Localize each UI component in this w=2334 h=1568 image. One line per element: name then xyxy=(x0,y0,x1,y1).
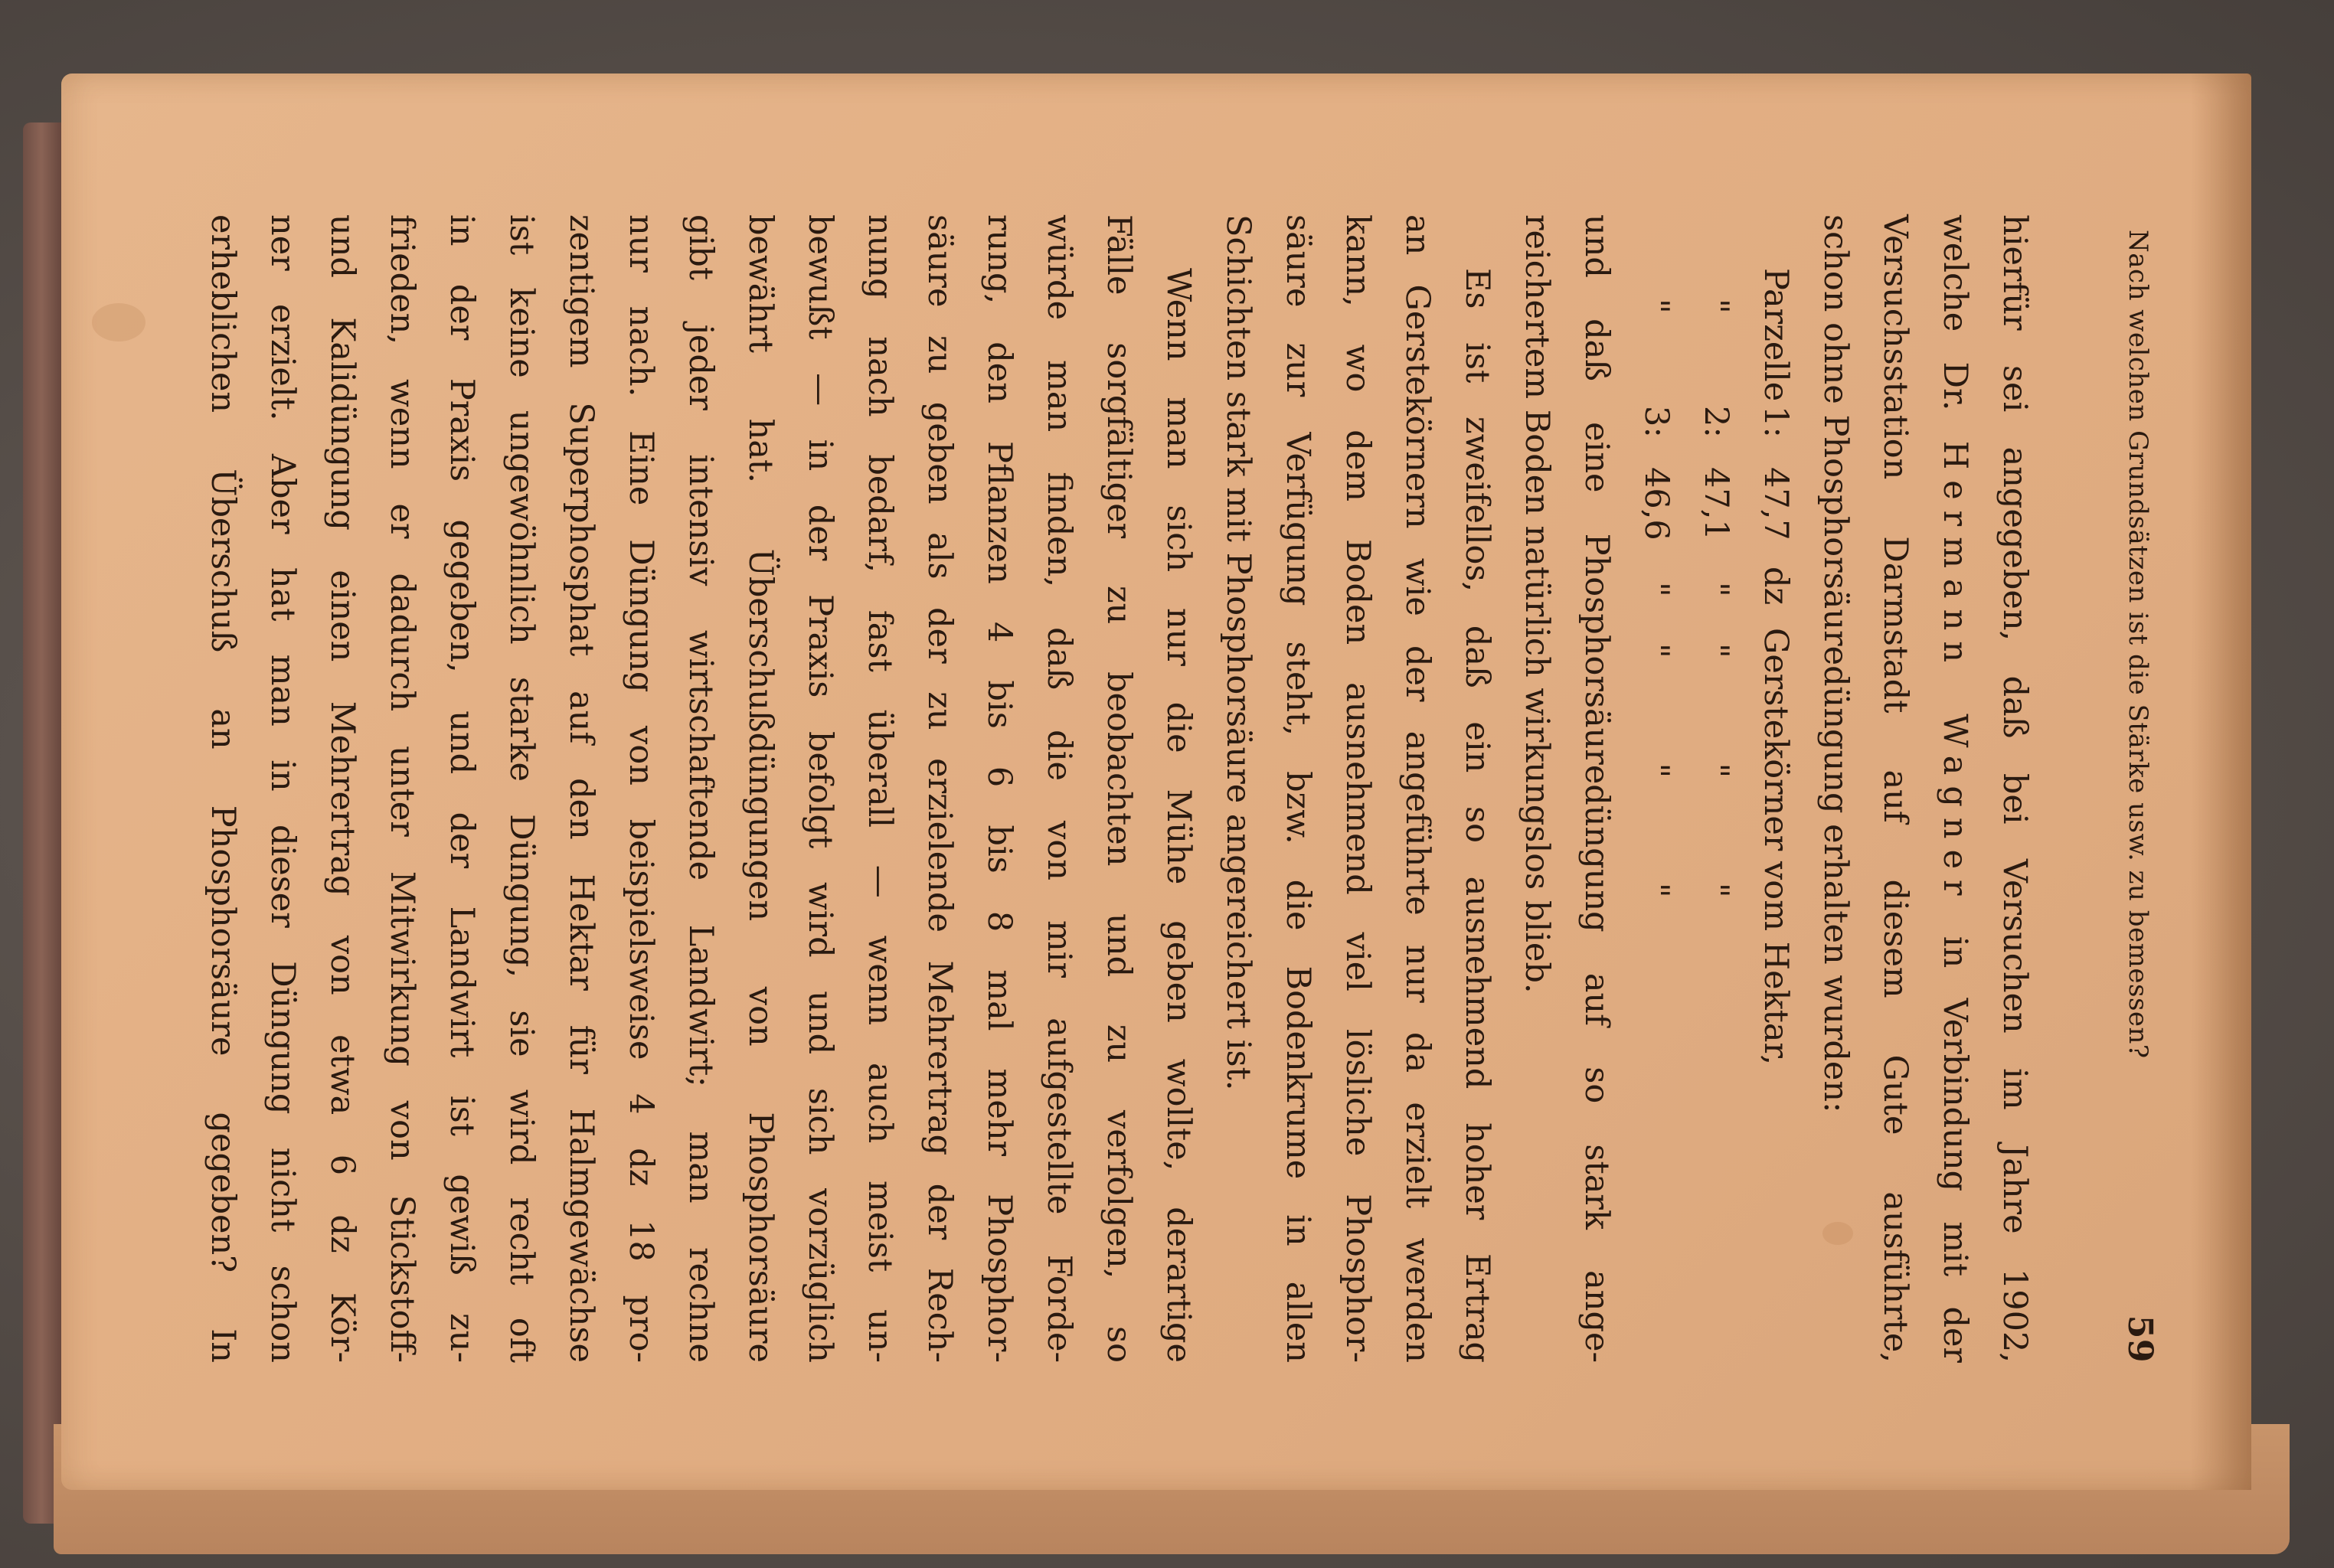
text-line: nur nach. Eine Düngung von beispielsweise 4 dz 18 pro- xyxy=(622,214,660,1363)
page-number: 59 xyxy=(2120,1315,2159,1363)
text-line: Versuchsstation Darmstadt auf diesem Gute ausführte, xyxy=(1876,214,1914,1363)
yield-desc: " " " xyxy=(1637,643,1675,898)
yield-unit: dz xyxy=(1757,567,1795,606)
text-line: kann, wo dem Boden ausnehmend viel lösliche Phosphor- xyxy=(1339,214,1377,1363)
yield-value: 46,6 xyxy=(1637,467,1675,541)
text-line: bewährt hat. Überschußdüngungen von Phosphorsäure xyxy=(741,214,780,1363)
text-line: ist keine ungewöhnlich starke Düngung, sie wird recht oft xyxy=(502,214,541,1363)
person-name: Hermann Wagner xyxy=(1936,440,1974,906)
text-line: ner erzielt. Aber hat man in dieser Düngung nicht schon xyxy=(263,214,302,1363)
yield-row xyxy=(1626,214,1686,1363)
yield-num: 2: xyxy=(1697,406,1735,438)
text-line: schon ohne Phosphorsäuredüngung erhalten wurden: xyxy=(1816,214,1855,1113)
running-head xyxy=(2113,214,2159,1363)
text-line: hierfür sei angegeben, daß bei Versuchen im Jahre 1902, xyxy=(1996,214,2034,1363)
yield-num: 1: xyxy=(1757,406,1795,438)
yield-row xyxy=(1686,214,1746,1363)
rotated-text-block xyxy=(168,214,2159,1363)
yield-desc: Gerstekörner vom Hektar, xyxy=(1757,628,1795,1066)
text-line: in der Praxis gegeben, und der Landwirt ist gewiß zu- xyxy=(443,214,481,1363)
yield-value: 47,1 xyxy=(1697,467,1735,541)
text-line: säure zu geben als der zu erzielende Mehrertrag der Rech- xyxy=(920,214,959,1363)
text-line: zentigem Superphosphat auf den Hektar für Halmgewächse xyxy=(562,214,600,1363)
yield-value: 47,7 xyxy=(1757,467,1795,541)
text-span: welche Dr. xyxy=(1936,214,1974,441)
text-line: säure zur Verfügung steht, bzw. die Bodenkrume in allen xyxy=(1279,214,1317,1363)
yield-desc: " " " xyxy=(1697,643,1735,898)
text-line: Schichten stark mit Phosphorsäure angereichert ist. xyxy=(1219,214,1257,1091)
running-head-title: Nach welchen Grundsätzen ist die Stärke usw. zu bemessen? xyxy=(2123,230,2153,1059)
text-line: bewußt — in der Praxis befolgt wird und sich vorzüglich xyxy=(801,214,839,1363)
text-line: nung nach bedarf, fast überall — wenn auch meist un- xyxy=(861,214,899,1363)
body-text xyxy=(193,214,2045,1363)
yield-unit: " xyxy=(1697,582,1735,597)
text-line: und daß eine Phosphorsäuredüngung auf so stark ange- xyxy=(1577,214,1616,1363)
text-line: und Kalidüngung einen Mehrertrag von etwa 6 dz Kör- xyxy=(323,214,361,1363)
text-line: würde man finden, daß die von mir aufgestellte Forde- xyxy=(1040,214,1078,1363)
text-line: Fälle sorgfältiger zu beobachten und zu verfolgen, so xyxy=(1100,214,1138,1363)
yield-label: " xyxy=(1637,299,1675,314)
text-line: reichertem Boden natürlich wirkungslos blieb. xyxy=(1518,214,1556,994)
text-line: an Gerstekörnern wie der angeführte nur da erzielt werden xyxy=(1398,214,1437,1363)
yield-num: 3: xyxy=(1637,406,1675,438)
paper-stain xyxy=(92,303,145,341)
yield-unit: " xyxy=(1637,582,1675,597)
text-line xyxy=(1925,214,1985,1363)
yield-row xyxy=(1746,214,1806,1363)
text-line: gibt jeder intensiv wirtschaftende Landwirt; man rechne xyxy=(682,214,720,1363)
text-line: rung, den Pflanzen 4 bis 6 bis 8 mal mehr Phosphor- xyxy=(980,214,1018,1363)
text-line: Es ist zweifellos, daß ein so ausnehmend hoher Ertrag xyxy=(1458,268,1496,1363)
text-line: erheblichen Überschuß an Phosphorsäure gegeben? In xyxy=(204,214,242,1363)
text-line: frieden, wenn er dadurch unter Mitwirkung von Stickstoff- xyxy=(383,214,421,1363)
yield-label: Parzelle xyxy=(1757,268,1795,402)
text-span: in Verbindung mit der xyxy=(1936,906,1974,1363)
spine-shadow xyxy=(2190,74,2251,1490)
text-line: Wenn man sich nur die Mühe geben wollte, derartige xyxy=(1159,268,1198,1363)
yield-label: " xyxy=(1697,299,1735,314)
